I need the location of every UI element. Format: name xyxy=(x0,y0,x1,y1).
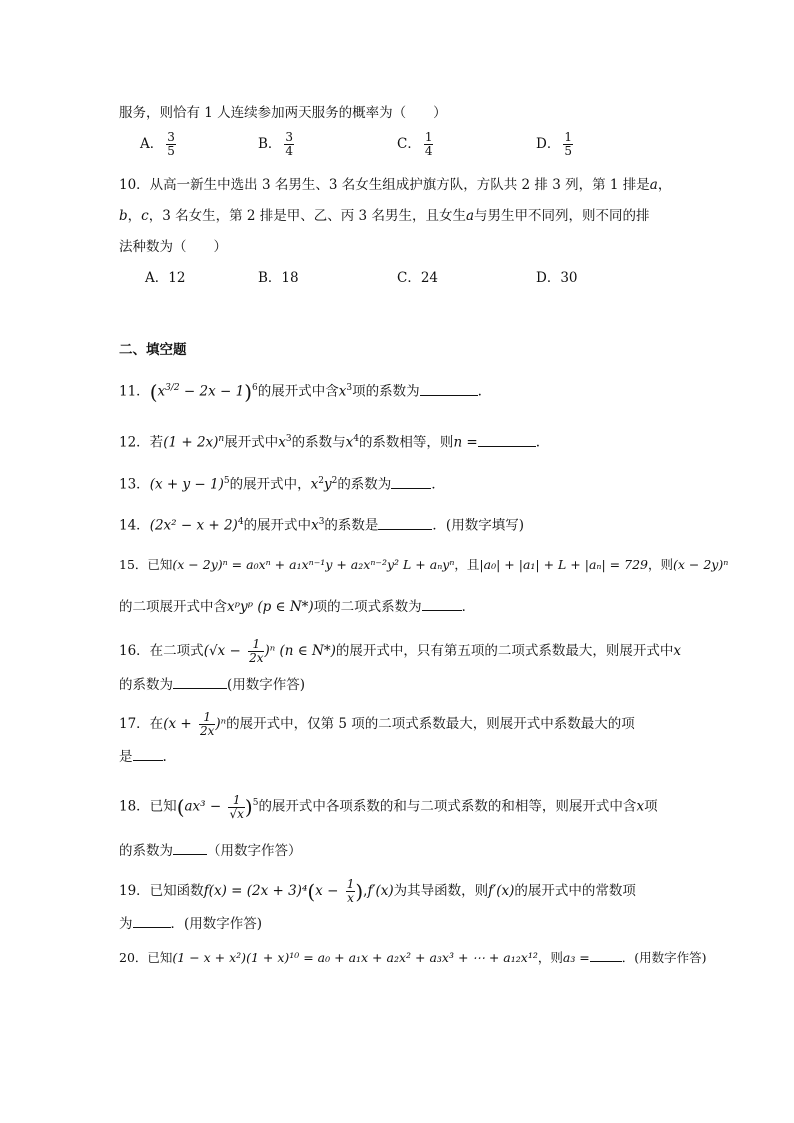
math-expr: (x + xyxy=(163,716,196,732)
denominator: √x xyxy=(229,806,244,821)
numerator: 1 xyxy=(228,794,244,808)
math-expr: (1 + 2x) xyxy=(163,434,219,451)
math-expr: (x − 2y)ⁿ xyxy=(673,557,729,572)
q-text: 的系数为 xyxy=(119,843,173,859)
q11-line xyxy=(119,378,482,402)
paren-close: ) xyxy=(244,380,253,404)
q10-line-3: 法种数为（ ） xyxy=(119,239,227,255)
fraction xyxy=(248,638,264,665)
fraction xyxy=(424,131,434,158)
numerator: 3 xyxy=(167,130,175,144)
q-number: 15．已知 xyxy=(119,557,173,572)
q-text: 项的系数为 xyxy=(352,383,420,400)
q-text: 的展开式中含 xyxy=(257,383,339,400)
q18-line-2 xyxy=(119,841,302,861)
note: （用数字作答） xyxy=(207,843,302,859)
q10-line-1 xyxy=(119,175,671,195)
q12-line xyxy=(119,429,540,453)
math-exp: 3 xyxy=(318,517,325,527)
answer-blank[interactable] xyxy=(133,915,171,928)
q-text: 的系数与 xyxy=(291,434,346,451)
math-term: x xyxy=(278,434,286,451)
math-power: 5 xyxy=(223,476,230,486)
var-b: b xyxy=(119,208,128,224)
option-value: 12 xyxy=(168,270,186,286)
q-text: 的展开式中的常数项 xyxy=(514,883,636,899)
q-text: 展开式中 xyxy=(224,434,279,451)
math-expr: |a₀| + |a₁| + L + |aₙ| = 729 xyxy=(479,557,648,572)
math-expr: (1 − x + x²)(1 + x)¹⁰ = a₀ + a₁x + a₂x² + a₃x³ + ⋯ + a₁₂x¹² xyxy=(172,950,538,965)
q-text: 的展开式中各项系数的和与二项式系数的和相等，则展开式中含 xyxy=(258,798,637,815)
answer-blank[interactable] xyxy=(173,842,207,855)
denominator: 4 xyxy=(285,144,294,158)
option-label: A． xyxy=(145,270,169,286)
q19-line-2 xyxy=(119,914,262,934)
q-number: 18．已知 xyxy=(119,798,177,815)
option-label: D． xyxy=(536,270,561,286)
math-exp: 3 xyxy=(346,383,353,393)
q18-line-1 xyxy=(119,793,658,821)
q16-line-1 xyxy=(119,638,681,665)
note: ．(用数字填写) xyxy=(432,517,524,534)
q-text: ，则 xyxy=(537,950,563,965)
denominator: 5 xyxy=(564,144,572,158)
answer-blank[interactable] xyxy=(478,434,536,447)
math-power: n xyxy=(218,434,225,444)
var-a: a xyxy=(649,177,658,193)
fraction xyxy=(284,131,294,158)
math-exp: 2 xyxy=(331,476,338,486)
q9-tail-text: 服务，则恰有 1 人连续参加两天服务的概率为（ ） xyxy=(119,105,447,121)
math-expr: )ⁿ (n ∈ N*) xyxy=(264,643,336,659)
punct: . xyxy=(535,434,541,451)
paren-close: ) xyxy=(244,795,253,819)
q-text: 的展开式中， xyxy=(229,476,311,493)
q-text: 的展开式中，只有第五项的二项式系数最大，则展开式中 xyxy=(335,643,674,659)
paren-open: ( xyxy=(176,795,185,819)
q-number: 20．已知 xyxy=(119,950,173,965)
math-var: x xyxy=(636,798,645,815)
math-expr: f′(x) xyxy=(367,883,394,899)
q-text: 的系数相等，则 xyxy=(358,434,454,451)
math-expr: (x + y − 1) xyxy=(149,476,224,493)
q-text: 的系数为 xyxy=(119,677,173,693)
fraction xyxy=(346,878,356,905)
option-label: C． xyxy=(397,270,421,286)
var-a: a xyxy=(465,208,475,224)
punct: ， xyxy=(657,177,672,193)
note: (用数字作答) xyxy=(227,677,306,693)
var-c: c xyxy=(141,208,149,224)
math-term: x xyxy=(311,517,319,534)
fraction xyxy=(199,711,215,738)
q-number: 19．已知函数 xyxy=(119,883,204,899)
denominator: 4 xyxy=(424,144,433,158)
q-text: 项 xyxy=(644,798,658,815)
numerator: 3 xyxy=(285,130,294,144)
numerator: 1 xyxy=(199,711,215,725)
q10-option-d xyxy=(536,268,578,288)
q-text: 为 xyxy=(119,916,133,932)
q-number: 17．在 xyxy=(119,716,164,732)
option-value: 30 xyxy=(560,270,578,286)
math-expr: (2x² − x + 2) xyxy=(149,517,238,534)
math-expr: − 2x − 1 xyxy=(179,383,245,400)
math-exp: 3/2 xyxy=(165,383,180,393)
denominator: x xyxy=(347,891,354,905)
q-text: 项的二项式系数为 xyxy=(313,599,422,615)
q-number: 14． xyxy=(119,517,150,534)
q17-line-2 xyxy=(119,747,167,767)
q10-option-c xyxy=(397,268,438,288)
math-expr: f′(x) xyxy=(488,883,515,899)
option-value: 24 xyxy=(420,270,439,286)
q10-option-b xyxy=(258,268,299,288)
math-expr: f(x) = (2x + 3)⁴ xyxy=(203,883,308,899)
q10-text: 10．从高一新生中选出 3 名男生、3 名女生组成护旗方队，方队共 2 排 3 列，第 1 排是 xyxy=(119,177,650,193)
math-exp: 2 xyxy=(318,476,324,486)
punct: , xyxy=(363,883,368,899)
q9-option-a xyxy=(140,131,176,158)
option-label: C． xyxy=(397,136,421,152)
math-expr: (x − 2y)ⁿ = a₀xⁿ + a₁xⁿ⁻¹y + a₂xⁿ⁻²y² L + aₙyⁿ xyxy=(172,557,455,572)
punct: ． xyxy=(461,599,476,615)
math-expr: xᵖyᵖ (p ∈ N*) xyxy=(227,599,314,615)
q15-line-2 xyxy=(119,597,475,617)
numerator: 1 xyxy=(424,130,433,144)
answer-blank[interactable] xyxy=(422,598,462,611)
q-number: 13． xyxy=(119,476,150,493)
q-number: 11． xyxy=(119,383,150,400)
fraction xyxy=(166,131,176,158)
answer-blank[interactable] xyxy=(378,517,432,530)
q19-line-1 xyxy=(119,878,636,905)
q-text: ，且 xyxy=(454,557,480,572)
q10-line-2 xyxy=(119,206,650,226)
math-expr: x xyxy=(157,383,166,400)
q-text: 的展开式中 xyxy=(243,517,312,534)
answer-blank[interactable] xyxy=(420,383,478,396)
numerator: 1 xyxy=(346,877,355,891)
q-text: 的二项展开式中含 xyxy=(119,599,227,615)
q9-option-b xyxy=(258,131,294,158)
q14-line xyxy=(119,512,524,536)
option-label: A． xyxy=(140,136,164,152)
q-text: 的系数为 xyxy=(337,476,392,493)
math-expr: )ⁿ xyxy=(215,716,227,732)
q-text: 是 xyxy=(119,749,133,765)
math-expr: ax³ − xyxy=(184,798,226,815)
punct: ， xyxy=(127,208,142,224)
q-text: 为其导函数，则 xyxy=(393,883,489,899)
q9-option-c xyxy=(397,131,433,158)
section-title: 二、填空题 xyxy=(119,342,187,358)
math-expr: (√x − xyxy=(203,643,246,659)
option-label: D． xyxy=(536,136,561,152)
answer-blank[interactable] xyxy=(391,476,431,489)
math-power: 6 xyxy=(252,383,258,393)
q-number: 16．在二项式 xyxy=(119,643,204,659)
fraction xyxy=(228,794,244,821)
denominator: 2x xyxy=(249,651,264,665)
math-exp: 3 xyxy=(285,434,292,444)
denominator: 2x xyxy=(199,724,215,738)
q10-text: ，3 名女生，第 2 排是甲、乙、丙 3 名男生，且女生 xyxy=(148,208,466,224)
q-number: 12．若 xyxy=(119,434,164,451)
math-term: x xyxy=(310,476,319,493)
note: ．(用数字作答) xyxy=(170,916,263,932)
math-power: 5 xyxy=(252,798,259,808)
answer-blank[interactable] xyxy=(173,676,227,689)
option-label: B． xyxy=(258,270,282,286)
q10-option-a xyxy=(145,268,185,288)
q20-line xyxy=(119,948,707,968)
q16-line-2 xyxy=(119,675,305,695)
punct: ． xyxy=(431,476,445,493)
option-value: 18 xyxy=(281,270,299,286)
answer-blank[interactable] xyxy=(133,748,163,761)
math-term: y xyxy=(323,476,332,493)
q-text: 的展开式中，仅第 5 项的二项式系数最大，则展开式中系数最大的项 xyxy=(226,716,635,732)
math-term: x xyxy=(338,383,347,400)
punct: . xyxy=(477,383,482,400)
q-text: ，则 xyxy=(647,557,673,572)
paren-open: ( xyxy=(307,879,316,904)
q10-text: 与男生甲不同列，则不同的排 xyxy=(474,208,650,224)
math-var: n = xyxy=(453,434,478,451)
option-label: B． xyxy=(258,136,282,152)
math-expr: x − xyxy=(315,883,343,899)
q17-line-1 xyxy=(119,711,635,738)
note: ．(用数字作答) xyxy=(621,950,707,965)
math-power: 4 xyxy=(237,517,244,527)
paren-open: ( xyxy=(149,380,158,404)
paren-close: ) xyxy=(355,879,364,904)
answer-blank[interactable] xyxy=(590,949,622,962)
math-var: x xyxy=(673,643,682,659)
q-text: 的系数是 xyxy=(324,517,379,534)
q15-line-1 xyxy=(119,555,728,575)
fraction xyxy=(563,131,573,158)
math-term: x xyxy=(345,434,354,451)
numerator: 1 xyxy=(564,130,572,144)
numerator: 1 xyxy=(248,638,264,652)
denominator: 5 xyxy=(167,144,175,158)
math-exp: 4 xyxy=(353,434,359,444)
math-var: a₃ = xyxy=(562,950,590,965)
q9-option-d xyxy=(536,131,573,158)
q13-line xyxy=(119,471,445,495)
punct: . xyxy=(162,749,167,765)
